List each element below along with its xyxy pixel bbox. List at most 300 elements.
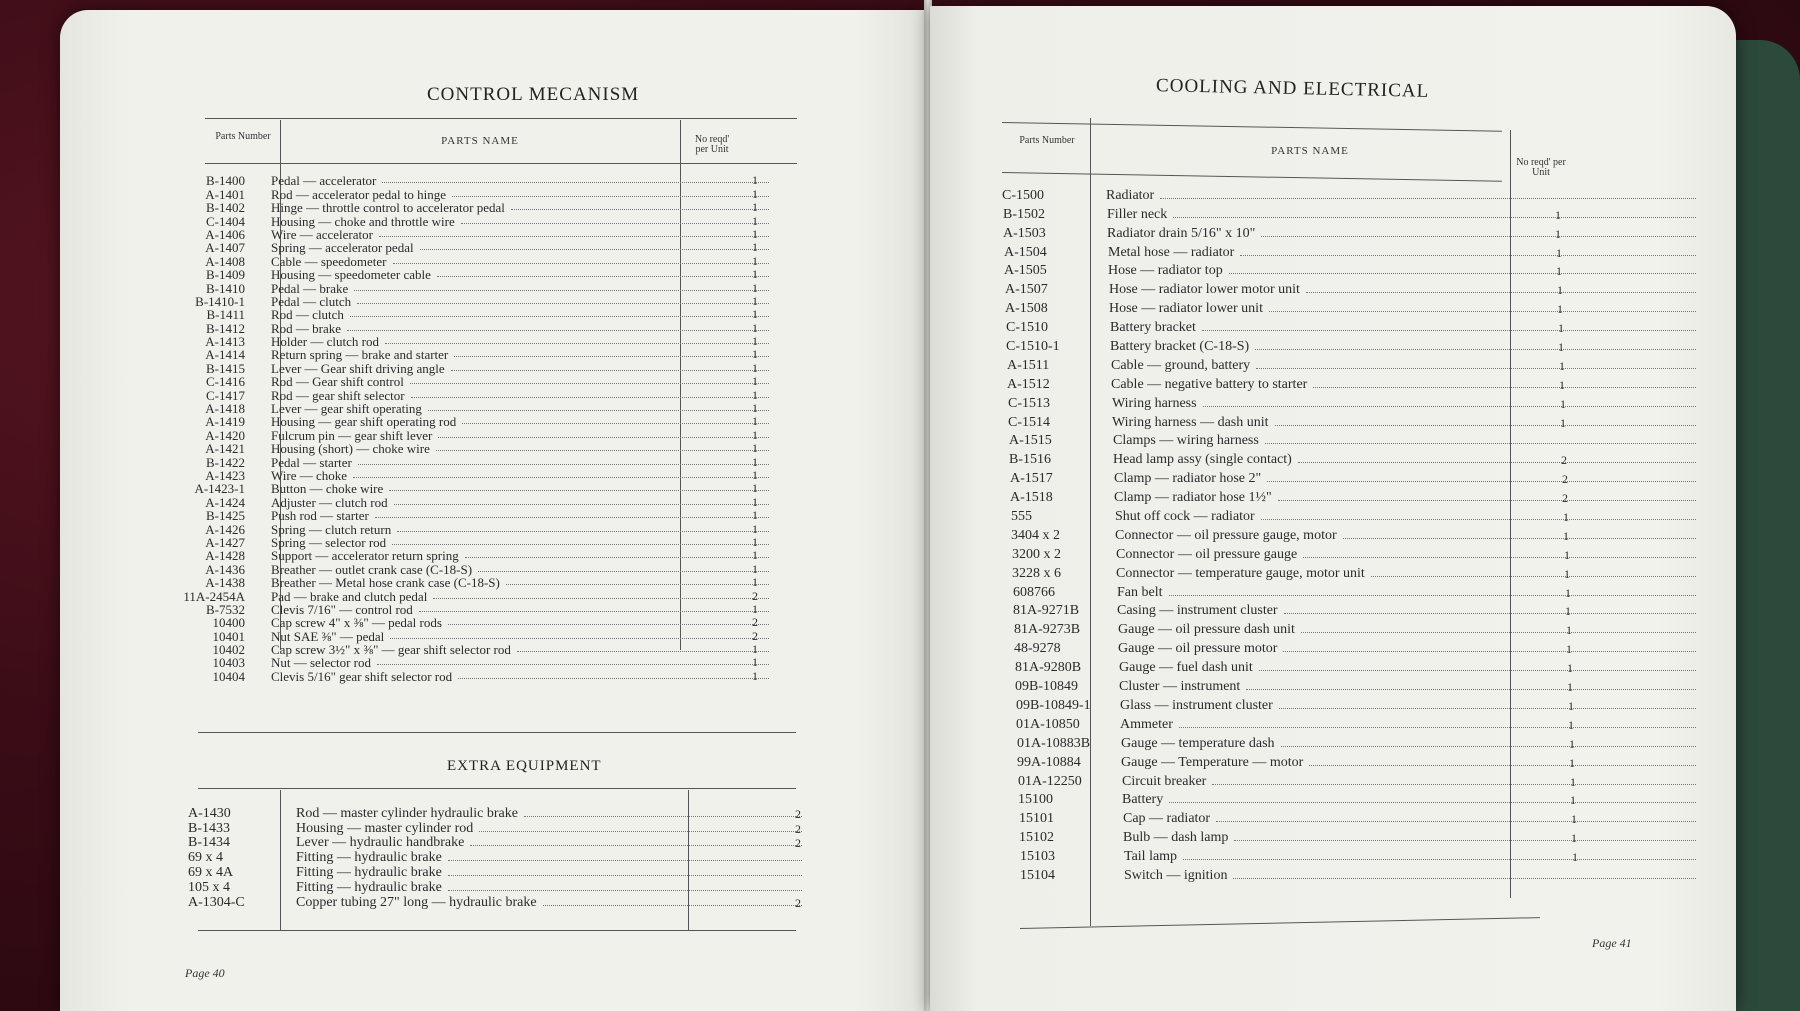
part-name: Housing — choke and throttle wire: [271, 213, 455, 229]
part-qty: 1: [1572, 850, 1578, 865]
part-number: C-1416: [206, 374, 245, 390]
part-name: Cap screw 3½" x ⅜" — gear shift selector rod: [271, 642, 511, 658]
part-qty: 1: [1559, 358, 1565, 373]
divider: [1020, 917, 1540, 929]
part-number: A-1512: [1007, 376, 1050, 392]
table-row: [155, 589, 775, 602]
part-qty: 1: [1569, 736, 1575, 751]
part-name: Hinge — throttle control to accelerator pedal: [271, 200, 505, 216]
part-name: Fitting — hydraulic brake: [296, 850, 442, 866]
part-qty: 1: [752, 508, 758, 523]
part-number: 608766: [1013, 584, 1055, 600]
table-row: [155, 442, 775, 455]
part-number: A-1511: [1007, 357, 1050, 373]
part-qty: 1: [752, 213, 758, 228]
part-number: 01A-10850: [1016, 716, 1080, 732]
part-number: 10404: [212, 668, 245, 684]
part-qty: 1: [752, 240, 758, 255]
part-number: A-1518: [1010, 490, 1053, 506]
part-name: Fitting — hydraulic brake: [296, 879, 442, 895]
part-name: Head lamp assy (single contact): [1113, 452, 1292, 468]
part-name: Clevis 5/16" gear shift selector rod: [271, 668, 453, 684]
table-row: [155, 321, 775, 334]
part-name: Radiator drain 5/16" x 10": [1107, 225, 1256, 241]
part-name: Lever — hydraulic handbrake: [296, 835, 465, 851]
part-name: Metal hose — radiator: [1108, 244, 1235, 260]
part-number: B-7532: [206, 601, 245, 617]
table-row: [188, 895, 808, 910]
divider: [198, 788, 796, 789]
table-row: [1004, 260, 1702, 279]
table-row: [155, 669, 775, 682]
part-qty: 1: [752, 575, 758, 590]
part-number: 15103: [1020, 849, 1055, 865]
part-name: Rod — clutch: [271, 307, 344, 323]
part-number: A-1401: [205, 186, 245, 202]
part-number: 99A-10884: [1017, 754, 1081, 770]
part-number: A-1507: [1005, 282, 1048, 298]
table-row: [1002, 184, 1702, 203]
table-row: [155, 228, 775, 241]
part-qty: 1: [752, 374, 758, 389]
header-qty: No reqd' per Unit: [694, 134, 730, 155]
page-number: Page 40: [185, 966, 225, 980]
part-number: 69 x 4A: [188, 864, 234, 880]
part-name: Casing — instrument cluster: [1117, 603, 1278, 619]
part-name: Rod — master cylinder hydraulic brake: [296, 805, 518, 821]
part-name: Lever — gear shift operating: [271, 401, 422, 417]
part-name: Rod — gear shift selector: [271, 387, 405, 403]
part-name: Wiring harness: [1112, 395, 1197, 411]
part-number: A-1304-C: [188, 894, 245, 910]
part-qty: 1: [1566, 623, 1572, 638]
part-qty: 1: [1560, 415, 1566, 430]
part-name: Pedal — accelerator: [271, 173, 377, 189]
part-name: Gauge — oil pressure motor: [1118, 641, 1278, 657]
part-name: Breather — outlet crank case (C-18-S): [271, 561, 473, 577]
part-qty: 1: [1571, 831, 1577, 846]
part-qty: 2: [1562, 472, 1568, 487]
table-row: [1005, 297, 1702, 316]
table-row: [1016, 694, 1702, 713]
part-number: 10402: [212, 642, 245, 658]
part-qty: 2: [752, 615, 758, 630]
part-name: Wire — choke: [271, 467, 348, 483]
part-qty: 1: [752, 267, 758, 282]
part-number: B-1422: [206, 454, 245, 470]
part-name: Gauge — fuel dash unit: [1119, 660, 1253, 676]
part-name: Fan belt: [1117, 584, 1163, 600]
table-row: [155, 576, 775, 589]
left-page-title: CONTROL MECANISM: [427, 84, 640, 105]
part-qty: 1: [752, 655, 758, 670]
table-row: [155, 268, 775, 281]
part-number: 01A-10883B: [1017, 735, 1091, 751]
table-row: [1014, 637, 1702, 656]
part-qty: 1: [1558, 321, 1564, 336]
part-name: Lever — Gear shift driving angle: [271, 360, 445, 376]
table-row: [1018, 789, 1702, 808]
part-qty: 1: [752, 414, 758, 429]
part-qty: 1: [752, 401, 758, 416]
table-row: [1008, 411, 1702, 430]
part-number: 01A-12250: [1018, 773, 1082, 789]
table-row: [1013, 581, 1702, 600]
part-name: Nut — selector rod: [271, 655, 372, 671]
table-row: [1003, 203, 1702, 222]
extra-equipment-list: [188, 806, 808, 910]
table-row: [155, 214, 775, 227]
part-number: 69 x 4: [188, 850, 223, 866]
part-qty: 1: [1567, 680, 1573, 695]
table-row: [1010, 467, 1702, 486]
table-row: [155, 656, 775, 669]
table-row: [1015, 656, 1702, 675]
table-row: [1017, 732, 1702, 751]
part-qty: 1: [752, 173, 758, 188]
part-number: C-1404: [206, 213, 245, 229]
part-name: Tail lamp: [1124, 849, 1178, 865]
part-qty: 1: [752, 334, 758, 349]
part-number: A-1508: [1005, 301, 1048, 317]
part-qty: 1: [1560, 396, 1566, 411]
part-number: A-1424: [205, 494, 245, 510]
part-qty: 1: [1556, 245, 1562, 260]
part-number: A-1505: [1004, 263, 1047, 279]
part-qty: 1: [752, 481, 758, 496]
part-number: A-1428: [205, 548, 245, 564]
part-qty: 1: [1555, 207, 1561, 222]
part-number: 15101: [1019, 811, 1054, 827]
control-mechanism-list: [155, 174, 775, 683]
part-qty: 1: [752, 360, 758, 375]
part-number: B-1516: [1009, 452, 1051, 468]
part-name: Pedal — starter: [271, 454, 352, 470]
table-row: [1013, 600, 1702, 619]
table-row: [188, 850, 808, 865]
part-number: 15100: [1018, 792, 1053, 808]
header-parts-name: PARTS NAME: [1271, 145, 1349, 157]
part-qty: 1: [752, 226, 758, 241]
header-parts-number: Parts Number: [1019, 135, 1075, 146]
part-number: A-1407: [205, 240, 245, 256]
table-row: [1020, 845, 1702, 864]
divider: [205, 163, 797, 164]
part-name: Cap — radiator: [1123, 811, 1211, 827]
table-row: [1006, 335, 1702, 354]
table-row: [188, 836, 808, 851]
part-name: Cluster — instrument: [1119, 679, 1241, 695]
part-number: 555: [1011, 509, 1032, 525]
table-row: [155, 415, 775, 428]
part-name: Pedal — clutch: [271, 293, 352, 309]
part-number: C-1500: [1002, 187, 1044, 203]
part-name: Return spring — brake and starter: [271, 347, 449, 363]
table-row: [155, 254, 775, 267]
table-row: [155, 295, 775, 308]
table-row: [155, 375, 775, 388]
part-number: A-1418: [205, 401, 245, 417]
part-qty: 1: [752, 427, 758, 442]
part-name: Battery bracket (C-18-S): [1110, 339, 1250, 355]
part-name: Clamp — radiator hose 1½": [1114, 490, 1272, 506]
part-qty: 2: [1561, 453, 1567, 468]
part-number: 10403: [212, 655, 245, 671]
part-name: Gauge — oil pressure dash unit: [1118, 622, 1295, 638]
header-qty: No reqd' per Unit: [1516, 157, 1566, 178]
header-parts-number: Parts Number: [215, 131, 271, 142]
divider: [198, 732, 796, 733]
page-number: Page 41: [1592, 936, 1632, 950]
part-qty: 2: [795, 895, 801, 910]
part-qty: 2: [752, 588, 758, 603]
part-name: Support — accelerator return spring: [271, 548, 459, 564]
part-number: B-1409: [206, 267, 245, 283]
part-qty: 1: [752, 642, 758, 657]
part-qty: 1: [1563, 510, 1569, 525]
part-number: 81A-9271B: [1013, 603, 1080, 619]
cooling-electrical-list: [1002, 184, 1702, 883]
part-qty: 1: [1569, 755, 1575, 770]
part-qty: 1: [1570, 774, 1576, 789]
divider: [198, 930, 796, 931]
part-number: A-1408: [205, 253, 245, 269]
table-row: [1015, 675, 1702, 694]
part-number: C-1510-1: [1006, 339, 1060, 355]
part-number: 10400: [212, 615, 245, 631]
part-qty: 1: [752, 186, 758, 201]
part-name: Nut SAE ⅜" — pedal: [271, 628, 385, 644]
table-row: [1018, 770, 1702, 789]
table-row: [1003, 222, 1702, 241]
part-qty: 1: [1557, 302, 1563, 317]
part-name: Clamps — wiring harness: [1113, 433, 1259, 449]
part-qty: 1: [752, 467, 758, 482]
part-number: A-1503: [1003, 225, 1046, 241]
part-number: A-1430: [188, 805, 231, 821]
part-name: Rod — brake: [271, 320, 342, 336]
part-qty: 1: [1570, 793, 1576, 808]
part-qty: 1: [752, 561, 758, 576]
part-name: Clevis 7/16" — control rod: [271, 601, 413, 617]
table-row: [155, 536, 775, 549]
part-qty: 1: [752, 307, 758, 322]
part-number: 10401: [212, 628, 245, 644]
part-name: Wire — accelerator: [271, 226, 373, 242]
part-name: Circuit breaker: [1122, 773, 1207, 789]
part-qty: 1: [752, 494, 758, 509]
table-row: [1011, 524, 1702, 543]
part-number: C-1510: [1006, 320, 1048, 336]
table-row: [155, 335, 775, 348]
part-name: Spring — clutch return: [271, 521, 392, 537]
part-number: A-1406: [205, 226, 245, 242]
part-number: 09B-10849: [1015, 679, 1078, 695]
part-name: Housing (short) — choke wire: [271, 441, 430, 457]
part-qty: 1: [1556, 264, 1562, 279]
table-row: [155, 495, 775, 508]
part-name: Gauge — temperature dash: [1121, 735, 1275, 751]
part-qty: 1: [1557, 283, 1563, 298]
part-number: B-1502: [1003, 206, 1045, 222]
table-row: [155, 469, 775, 482]
part-name: Battery bracket: [1110, 320, 1196, 336]
part-number: A-1419: [205, 414, 245, 430]
table-row: [1014, 618, 1702, 637]
table-row: [1009, 448, 1702, 467]
table-row: [1004, 241, 1702, 260]
table-row: [155, 549, 775, 562]
part-qty: 1: [752, 347, 758, 362]
part-name: Button — choke wire: [271, 481, 384, 497]
part-name: Glass — instrument cluster: [1120, 697, 1273, 713]
header-parts-name: PARTS NAME: [441, 135, 519, 147]
part-qty: 2: [795, 806, 801, 821]
table-row: [155, 281, 775, 294]
table-row: [188, 821, 808, 836]
part-name: Pad — brake and clutch pedal: [271, 588, 428, 604]
part-name: Gauge — Temperature — motor: [1121, 754, 1304, 770]
part-qty: 2: [1562, 491, 1568, 506]
table-row: [155, 174, 775, 187]
part-qty: 1: [1555, 226, 1561, 241]
part-number: 3228 x 6: [1012, 565, 1061, 581]
table-row: [188, 865, 808, 880]
part-number: 3200 x 2: [1012, 546, 1061, 562]
table-row: [155, 455, 775, 468]
table-row: [155, 308, 775, 321]
table-row: [1007, 354, 1702, 373]
table-row: [1007, 373, 1702, 392]
part-number: 15102: [1019, 830, 1054, 846]
part-name: Ammeter: [1120, 716, 1173, 732]
part-number: B-1434: [188, 835, 230, 851]
part-number: A-1413: [205, 334, 245, 350]
part-number: C-1514: [1008, 414, 1050, 430]
part-qty: 1: [752, 441, 758, 456]
part-qty: 1: [752, 280, 758, 295]
part-qty: 2: [795, 821, 801, 836]
part-name: Hose — radiator lower motor unit: [1109, 282, 1300, 298]
part-name: Cable — speedometer: [271, 253, 387, 269]
part-name: Rod — Gear shift control: [271, 374, 404, 390]
part-name: Filler neck: [1107, 206, 1168, 222]
part-number: A-1414: [205, 347, 245, 363]
table-row: [1008, 392, 1702, 411]
table-row: [155, 348, 775, 361]
part-name: Battery: [1122, 792, 1164, 808]
part-number: B-1410: [206, 280, 245, 296]
part-qty: 1: [1565, 585, 1571, 600]
part-number: 15104: [1020, 867, 1055, 883]
table-row: [1011, 505, 1702, 524]
table-row: [155, 643, 775, 656]
part-qty: 1: [752, 387, 758, 402]
left-page: [60, 10, 926, 1011]
table-row: [1012, 562, 1702, 581]
part-qty: 1: [752, 548, 758, 563]
part-name: Push rod — starter: [271, 508, 369, 524]
part-name: Spring — selector rod: [271, 534, 387, 550]
part-number: B-1425: [206, 508, 245, 524]
part-name: Shut off cock — radiator: [1115, 509, 1255, 525]
part-name: Hose — radiator top: [1108, 263, 1223, 279]
table-row: [1017, 751, 1702, 770]
part-qty: 1: [1565, 604, 1571, 619]
part-name: Cable — ground, battery: [1111, 357, 1251, 373]
part-qty: 1: [1559, 377, 1565, 392]
part-qty: 1: [1563, 528, 1569, 543]
part-name: Wiring harness — dash unit: [1112, 414, 1269, 430]
part-number: A-1504: [1004, 244, 1047, 260]
divider: [1002, 172, 1502, 182]
part-qty: 1: [1566, 642, 1572, 657]
table-row: [155, 241, 775, 254]
table-row: [155, 402, 775, 415]
part-number: 3404 x 2: [1011, 527, 1060, 543]
part-qty: 1: [752, 601, 758, 616]
part-qty: 1: [752, 253, 758, 268]
part-name: Switch — ignition: [1124, 867, 1228, 883]
part-qty: 1: [752, 521, 758, 536]
table-row: [155, 562, 775, 575]
part-qty: 1: [1568, 698, 1574, 713]
part-number: A-1517: [1010, 471, 1053, 487]
table-row: [1019, 826, 1702, 845]
part-number: C-1513: [1008, 395, 1050, 411]
table-row: [155, 522, 775, 535]
part-qty: 1: [752, 668, 758, 683]
part-number: B-1412: [206, 320, 245, 336]
part-name: Housing — gear shift operating rod: [271, 414, 457, 430]
part-qty: 2: [752, 628, 758, 643]
part-number: 81A-9280B: [1015, 660, 1082, 676]
table-row: [1005, 278, 1702, 297]
part-number: 48-9278: [1014, 641, 1061, 657]
part-name: Bulb — dash lamp: [1123, 830, 1229, 846]
part-number: B-1410-1: [195, 293, 245, 309]
part-name: Fitting — hydraulic brake: [296, 864, 442, 880]
part-name: Hose — radiator lower unit: [1109, 301, 1263, 317]
part-number: A-1421: [205, 441, 245, 457]
right-page-title: COOLING AND ELECTRICAL: [1155, 75, 1430, 102]
part-qty: 2: [795, 836, 801, 851]
table-row: [155, 201, 775, 214]
table-row: [155, 616, 775, 629]
table-row: [188, 880, 808, 895]
part-name: Connector — temperature gauge, motor unit: [1116, 565, 1365, 581]
part-qty: 1: [1558, 340, 1564, 355]
part-name: Housing — master cylinder rod: [296, 820, 474, 836]
part-qty: 1: [752, 200, 758, 215]
table-row: [188, 806, 808, 821]
part-number: A-1426: [205, 521, 245, 537]
table-row: [1006, 316, 1702, 335]
part-number: A-1438: [205, 575, 245, 591]
table-row: [155, 509, 775, 522]
table-row: [1010, 486, 1702, 505]
table-row: [155, 603, 775, 616]
part-qty: 1: [1564, 547, 1570, 562]
table-row: [1020, 864, 1702, 883]
part-name: Connector — oil pressure gauge: [1116, 546, 1298, 562]
right-page: [930, 6, 1736, 1011]
divider: [205, 118, 797, 119]
part-name: Cap screw 4" x ⅜" — pedal rods: [271, 615, 442, 631]
part-number: A-1423-1: [194, 481, 245, 497]
extra-equipment-title: EXTRA EQUIPMENT: [447, 758, 602, 774]
part-number: A-1420: [205, 427, 245, 443]
